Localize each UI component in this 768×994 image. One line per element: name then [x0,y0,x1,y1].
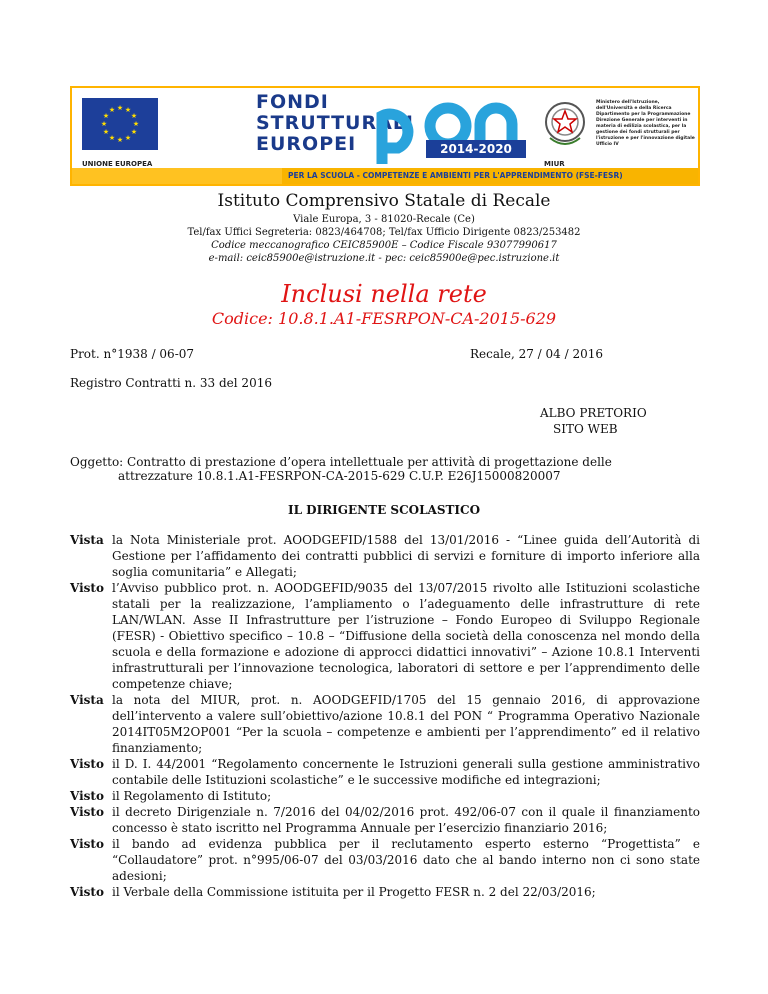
project-motto: Inclusi nella rete [281,280,487,308]
section-heading: IL DIRIGENTE SCOLASTICO [287,503,481,517]
fondi-strutturali-logo [256,91,414,155]
recital-paragraph [70,804,700,836]
fondi-line: EUROPEI [256,133,357,155]
banner-strip-text: PER LA SCUOLA - COMPETENZE E AMBIENTI PER L'APPRENDIMENTO (FSE-FESR) [282,168,698,184]
project-code: Codice: 10.8.1.A1-FESRPON-CA-2015-629 [211,309,557,328]
sito-web: SITO WEB [553,422,618,436]
document-date: Recale, 27 / 04 / 2016 [470,347,604,361]
svg-text:★: ★ [108,134,116,142]
recital-paragraph [70,532,700,580]
recital-paragraph [70,884,700,900]
svg-text:★: ★ [124,106,132,114]
recital-keyword: Vista [70,533,104,547]
recital-keyword: Visto [70,789,104,803]
school-name: Istituto Comprensivo Statale di Recale [217,191,551,211]
recital-paragraph [70,692,700,756]
recital-text: il bando ad evidenza pubblica per il reclutamento esperto esterno “Progettista” e “Collaudatore” prot. n°995/06-07 del 03/03/2016 dato che al bando interno non ci sono state adesioni; [112,837,700,883]
recital-text: l’Avviso pubblico prot. n. AOODGEFID/9035 del 13/07/2015 rivolto alle Istituzioni scolastiche statali per la realizzazione, l’ampliamento o l’adeguamento delle infrastrutture di rete LAN/WLAN. Asse II Infrastrutture per l’istruzione – Fondo Europeo di Sviluppo Regionale (FESR) - Obiettivo specifico – 10.8 – “Diffusione della società della conoscenza nel mondo della scuola e della formazione e adozione di approcci didattici innovativi” – Azione 10.8.1 Interventi infrastrutturali per l’innovazione tecnologica, laboratori di settore e per l’apprendimento delle competenze chiave; [112,581,700,691]
svg-text:★: ★ [116,104,124,112]
recital-text: il decreto Dirigenziale n. 7/2016 del 04/02/2016 prot. 492/06-07 con il quale il finanziamento concesso è stato iscritto nel Programma Annuale per l’esercizio finanziario 2016; [112,805,700,835]
recital-keyword: Visto [70,805,104,819]
recital-text: il Verbale della Commissione istituita per il Progetto FESR n. 2 del 22/03/2016; [112,885,596,899]
svg-text:★: ★ [130,128,138,136]
recital-keyword: Visto [70,581,104,595]
recital-paragraph [70,836,700,884]
albo-pretorio: ALBO PRETORIO [540,406,647,420]
recital-keyword: Visto [70,885,104,899]
banner-strip [72,168,698,184]
recital-paragraph [70,788,700,804]
recitals [70,532,700,900]
svg-text:★: ★ [108,106,116,114]
recital-paragraph [70,756,700,788]
svg-text:★: ★ [124,134,132,142]
ministry-text: Ministero dell'Istruzione, dell'Università e della Ricerca Dipartimento per la Programmazione Direzione Generale per interventi in materia di edilizia scolastica, per la gestione dei fondi strutturali per l'istruzione e per l'innovazione digitale Ufficio IV [596,100,695,147]
svg-text:★: ★ [100,120,108,128]
school-emails: e-mail: ceic85900e@istruzione.it - pec: ceic85900e@pec.istruzione.it [208,253,560,264]
recital-text: il D. I. 44/2001 “Regolamento concernente le Istruzioni generali sulla gestione amministrativo contabile delle Istituzioni scolastiche” e le successive modifiche ed integrazioni; [112,757,700,787]
italian-emblem-icon [542,98,588,150]
svg-text:★: ★ [132,120,140,128]
contract-register: Registro Contratti n. 33 del 2016 [70,376,272,390]
pon-banner [70,86,700,186]
fondi-line: STRUTTURALI [256,112,414,134]
svg-text:★: ★ [102,128,110,136]
svg-text:★: ★ [102,112,110,120]
pon-years: 2014-2020 [426,140,526,158]
eu-flag-icon [82,98,158,150]
fondi-line: FONDI [256,91,329,113]
school-codes: Codice meccanografico CEIC85900E – Codice Fiscale 93077990617 [211,240,557,251]
subject-line-2: attrezzature 10.8.1.A1-FESRPON-CA-2015-629 C.U.P. E26J15000820007 [118,469,561,483]
recital-keyword: Visto [70,837,104,851]
eu-label: UNIONE EUROPEA [82,160,153,168]
recital-keyword: Visto [70,757,104,771]
svg-text:★: ★ [130,112,138,120]
recital-text: il Regolamento di Istituto; [112,789,272,803]
school-address: Viale Europa, 3 - 81020-Recale (Ce) [293,214,475,225]
school-phones: Tel/fax Uffici Segreteria: 0823/464708; Tel/fax Ufficio Dirigente 0823/253482 [187,227,581,238]
miur-label: MIUR [544,160,565,168]
subject-line: Oggetto: Contratto di prestazione d’opera intellettuale per attività di progettazione delle [70,455,612,469]
recital-keyword: Vista [70,693,104,707]
recital-text: la nota del MIUR, prot. n. AOODGEFID/1705 del 15 gennaio 2016, di approvazione dell’intervento a valere sull’obiettivo/azione 10.8.1 del PON “ Programma Operativo Nazionale 2014IT05M2OP001 “Per la scuola – competenze e ambienti per l’apprendimento” ed il relativo finanziamento; [112,693,700,755]
protocol-number: Prot. n°1938 / 06-07 [70,347,195,361]
recital-text: la Nota Ministeriale prot. AOODGEFID/1588 del 13/01/2016 - “Linee guida dell’Autorità di Gestione per l’affidamento dei contratti pubblici di servizi e forniture di importo inferiore alla soglia comunitaria” e Allegati; [112,533,700,579]
svg-text:★: ★ [116,136,124,144]
recital-paragraph [70,580,700,692]
